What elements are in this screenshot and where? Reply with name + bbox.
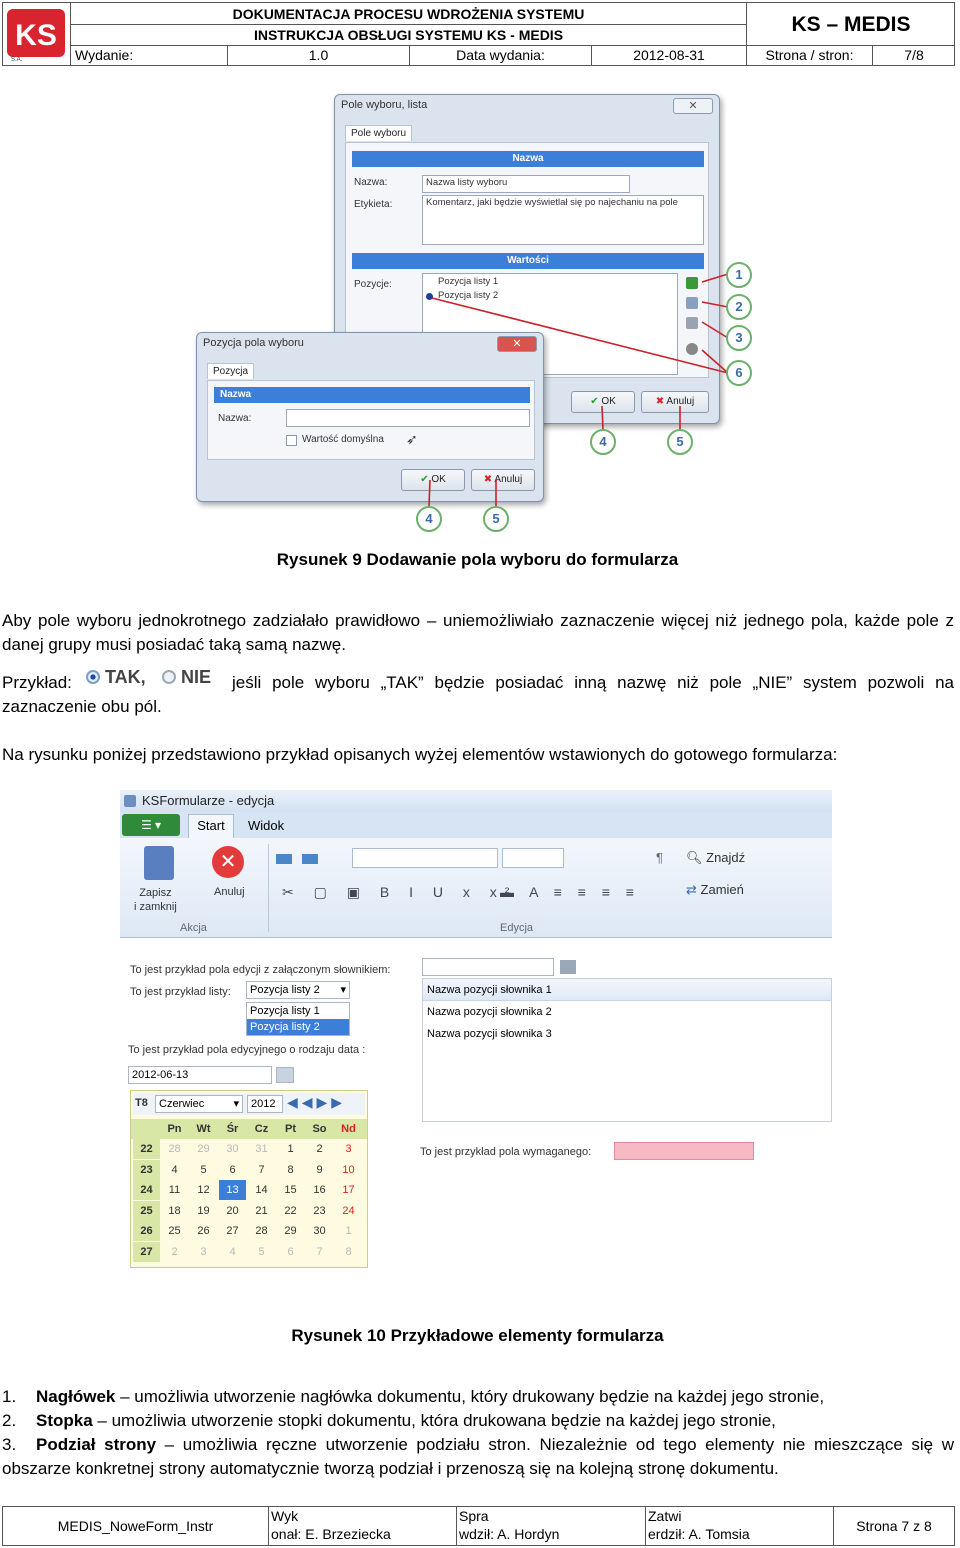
list-item-page-break (2, 1433, 954, 1481)
calendar-day[interactable]: 11 (168, 1184, 181, 1196)
calendar-day[interactable]: 25 (168, 1225, 181, 1237)
cancel-label: Anuluj (666, 396, 695, 407)
calendar-day[interactable]: 18 (168, 1204, 181, 1217)
name-input[interactable]: Nazwa listy wyboru (422, 175, 630, 193)
page-value: 7/8 (904, 47, 924, 63)
tab-choice-field[interactable]: Pole wyboru (345, 125, 412, 141)
product-name: KS – MEDIS (747, 3, 955, 46)
doc-title-line1: DOKUMENTACJA PROCESU WDROŻENIA SYSTEMU (71, 3, 747, 25)
calendar-day[interactable]: 17 (342, 1184, 355, 1196)
cancel-ribbon-button[interactable]: Anuluj (214, 886, 245, 898)
list-term: Stopka (36, 1411, 93, 1430)
calendar-day[interactable]: 6 (287, 1245, 294, 1258)
list-number: 2. (2, 1411, 17, 1430)
calendar-nav-arrows[interactable]: ◀◀▶▶ (287, 1094, 347, 1110)
calendar-day[interactable]: 24 (342, 1204, 355, 1217)
section-values-bar: Wartości (352, 253, 704, 269)
list-item[interactable]: Pozycja listy 1 (438, 276, 499, 287)
date-input[interactable]: 2012-06-13 (128, 1066, 272, 1084)
page-header (2, 2, 955, 66)
formatting-icons[interactable]: ✂ ▢ ▣ B I U x x² (282, 884, 518, 900)
callout-3: 3 (726, 325, 752, 351)
calendar-week-number: 26 (133, 1221, 160, 1241)
replace-icon: ⇄ (686, 882, 697, 897)
app-title-text: KSFormularze - edycja (142, 793, 275, 808)
undo-icon[interactable] (276, 854, 292, 864)
list-item[interactable]: Nazwa pozycji słownika 1 (423, 979, 831, 1001)
calendar-day[interactable]: 9 (316, 1163, 323, 1176)
figure-10 (120, 790, 832, 1272)
list-item-header (2, 1385, 954, 1409)
calendar-day[interactable]: 2 (316, 1143, 323, 1155)
field3-label: To jest przykład pola edycyjnego o rodzaju data : (128, 1044, 366, 1056)
search-icon: 🔍︎ (686, 850, 703, 865)
name-label: Nazwa: (354, 177, 388, 188)
calendar-day[interactable]: 20 (226, 1204, 239, 1217)
find-label: Znajdź (706, 850, 746, 865)
calendar-day[interactable]: 27 (226, 1225, 239, 1237)
ribbon-body (120, 838, 832, 938)
chevron-down-icon: ▾ (233, 1098, 239, 1110)
label-input[interactable]: Komentarz, jaki będzie wyświetlał się po najechaniu na pole (422, 195, 704, 245)
svg-text:S.A.: S.A. (11, 57, 23, 63)
week-label: T8 (135, 1097, 148, 1109)
calendar-icon[interactable] (276, 1067, 294, 1083)
calendar-day[interactable]: 28 (168, 1143, 181, 1155)
calendar-day[interactable]: 21 (255, 1204, 268, 1217)
cursor-icon: ➶ (406, 431, 418, 447)
footer-page-number: Strona 7 z 8 (856, 1518, 932, 1534)
color-icons[interactable]: ▬ A ≡ ≡ ≡ ≡ (500, 884, 640, 900)
callout-5b: 5 (483, 506, 509, 532)
default-checkbox-label: Wartość domyślna (302, 434, 384, 445)
list-item[interactable]: Nazwa pozycji słownika 3 (427, 1028, 552, 1040)
edition-value: 1.0 (228, 46, 410, 65)
group-edycja: Edycja (500, 922, 534, 934)
caption-figure-10: Rysunek 10 Przykładowe elementy formularza (291, 1326, 664, 1345)
calendar-day[interactable]: 5 (258, 1245, 265, 1258)
chevron-down-icon: ▾ (340, 984, 346, 996)
footer-reviewer-bottom: wdził: A. Hordyn (459, 1526, 560, 1542)
replace-label: Zamień (700, 882, 744, 897)
list-term: Nagłówek (36, 1387, 116, 1406)
calendar-day[interactable]: 26 (197, 1225, 210, 1237)
callout-4b: 4 (416, 506, 442, 532)
calendar-day[interactable]: 8 (287, 1163, 294, 1176)
footer-author-bottom: onał: E. Brzeziecka (271, 1526, 391, 1542)
section-name-bar: Nazwa (352, 151, 704, 167)
calendar-day[interactable]: 5 (200, 1163, 207, 1176)
check-icon: ✔ (590, 396, 599, 407)
font-name-select[interactable] (352, 848, 498, 868)
app-window-title (120, 790, 832, 812)
dictionary-icon[interactable] (560, 960, 576, 974)
calendar-day-header: Pn (167, 1123, 182, 1135)
required-input[interactable] (614, 1142, 754, 1160)
example-tak-label: TAK, (105, 667, 146, 687)
calendar-day-header: Cz (254, 1123, 269, 1135)
calendar-day[interactable]: 29 (284, 1225, 297, 1237)
calendar-day-header: Nd (341, 1123, 356, 1135)
page-footer (2, 1506, 955, 1546)
calendar-day[interactable]: 6 (229, 1163, 236, 1176)
calendar-day[interactable]: 14 (255, 1184, 268, 1196)
calendar-toolbar (133, 1093, 365, 1115)
list-term: Podział strony (36, 1435, 157, 1454)
calendar-day[interactable]: 7 (316, 1245, 323, 1258)
example-label: Przykład: (2, 673, 72, 692)
ribbon-tabs (120, 812, 832, 838)
calendar-week-number: 23 (133, 1160, 160, 1180)
list-select-value: Pozycja listy 2 (250, 984, 320, 996)
calendar-day[interactable]: 7 (258, 1163, 265, 1176)
positions-label: Pozycje: (354, 279, 392, 290)
tab-item[interactable]: Pozycja (207, 363, 254, 379)
ribbon-separator (268, 844, 269, 932)
list-item[interactable]: Nazwa pozycji słownika 2 (427, 1006, 552, 1018)
calendar-week-number: 25 (133, 1201, 160, 1221)
calendar-header (131, 1119, 367, 1139)
footer-approver (646, 1507, 834, 1545)
field2-label: To jest przykład listy: (130, 986, 231, 998)
calendar-day[interactable]: 4 (229, 1245, 236, 1258)
replace-button[interactable] (686, 882, 744, 898)
ok-label: OK (601, 396, 616, 407)
date-value: 2012-08-31 (592, 46, 747, 65)
list-text: – umożliwia utworzenie stopki dokumentu, która drukowana będzie na każdej jego stronie, (92, 1411, 776, 1430)
item-name-label: Nazwa: (218, 413, 252, 424)
footer-reviewer-top: Spra (459, 1508, 489, 1524)
calendar-day[interactable]: 16 (313, 1184, 326, 1196)
calendar-day[interactable]: 19 (197, 1204, 210, 1217)
footer-approver-bottom: erdził: A. Tomsia (648, 1526, 750, 1542)
cancel-label: Anuluj (494, 474, 523, 485)
calendar-day-header: Pt (285, 1123, 296, 1135)
footer-approver-top: Zatwi (648, 1508, 682, 1524)
dropdown-option-selected[interactable]: Pozycja listy 2 (247, 1019, 349, 1035)
calendar-day[interactable]: 3 (200, 1245, 207, 1258)
list-dropdown[interactable] (246, 1002, 350, 1036)
calendar-day[interactable]: 30 (313, 1225, 326, 1237)
calendar-day[interactable]: 1 (345, 1225, 352, 1237)
save-close-button[interactable]: Zapisz i zamknij (134, 887, 177, 913)
date-label: Data wydania: (410, 46, 592, 65)
window-title: Pole wyboru, lista (341, 99, 428, 111)
item-name-bar: Nazwa (214, 387, 530, 403)
list-select[interactable] (246, 981, 350, 999)
example-text: jeśli pole wyboru „TAK” będzie posiadać inną nazwę niż pole „NIE” system pozwoli na zaznaczenie obu pól. (2, 673, 954, 716)
calendar-day[interactable]: 28 (255, 1225, 268, 1237)
calendar-day[interactable]: 12 (197, 1184, 210, 1196)
calendar-day[interactable]: 23 (313, 1204, 326, 1217)
footer-reviewer (457, 1507, 646, 1545)
svg-text:KS: KS (15, 19, 57, 52)
example-nie-label: NIE (181, 667, 212, 687)
tab-widok[interactable]: Widok (248, 818, 285, 833)
cross-icon: ✖ (483, 474, 493, 485)
callout-4: 4 (590, 429, 616, 455)
tab-start[interactable]: Start (188, 814, 234, 838)
save-icon[interactable] (144, 846, 174, 880)
caption-figure-9: Rysunek 9 Dodawanie pola wyboru do formularza (276, 550, 679, 569)
calendar-day[interactable]: 1 (287, 1143, 294, 1155)
calendar-day[interactable]: 15 (284, 1184, 297, 1196)
app-menu-button[interactable]: ☰ ▾ (122, 814, 180, 836)
calendar-grid (131, 1139, 367, 1263)
group-akcja: Akcja (180, 922, 207, 934)
label-label: Etykieta: (354, 199, 393, 210)
calendar-day-header: Śr (226, 1123, 239, 1135)
list-number: 1. (2, 1387, 17, 1406)
year-input[interactable]: 2012 (247, 1095, 283, 1113)
calendar-day[interactable]: 4 (171, 1163, 178, 1176)
footer-doc-id: MEDIS_NoweForm_Instr (3, 1507, 269, 1545)
example-block (2, 663, 954, 723)
calendar-day-selected[interactable]: 13 (219, 1180, 246, 1200)
callout-6: 6 (726, 360, 752, 386)
paragraph-radio-rule: Aby pole wyboru jednokrotnego zadziałało prawidłowo – uniemożliwiało zaznaczenie więcej niż jednego pola, każde pole z danej grupy musi posiadać taką samą nazwę. (2, 611, 954, 654)
calendar-day-header: So (312, 1123, 327, 1135)
close-icon[interactable]: ✕ (497, 336, 537, 352)
dict-list[interactable] (422, 978, 832, 1122)
calendar (130, 1090, 368, 1268)
check-icon: ✔ (420, 474, 429, 485)
callout-1: 1 (726, 262, 752, 288)
calendar-week-number: 27 (133, 1242, 160, 1262)
callout-5: 5 (667, 429, 693, 455)
font-size-select[interactable] (502, 848, 564, 868)
list-item-label: Pozycja listy 2 (438, 290, 499, 301)
cancel-icon[interactable]: ✕ (212, 846, 244, 878)
list-text: – umożliwia utworzenie nagłówka dokumentu, który drukowany będzie na każdej jego stronie, (115, 1387, 825, 1406)
callout-2: 2 (726, 294, 752, 320)
calendar-day[interactable]: 10 (342, 1163, 355, 1176)
calendar-day[interactable]: 3 (345, 1143, 352, 1155)
company-logo (3, 3, 71, 65)
calendar-day[interactable]: 2 (171, 1245, 178, 1258)
edition-label: Wydanie: (71, 46, 228, 65)
window-title: Pozycja pola wyboru (203, 337, 304, 349)
close-icon[interactable]: ✕ (673, 98, 713, 114)
footer-author-top: Wyk (271, 1508, 299, 1524)
calendar-day[interactable]: 30 (226, 1143, 239, 1155)
month-value: Czerwiec (159, 1098, 205, 1110)
calendar-week-number: 22 (133, 1139, 160, 1159)
dict-input[interactable] (422, 958, 554, 976)
cross-icon: ✖ (655, 396, 665, 407)
callout-lines (190, 88, 770, 538)
field4-label: To jest przykład pola wymaganego: (420, 1146, 592, 1158)
calendar-day[interactable]: 8 (345, 1245, 352, 1258)
page-label: Strona / stron: (747, 46, 873, 65)
footer-author (269, 1507, 457, 1545)
doc-title-line2: INSTRUKCJA OBSŁUGI SYSTEMU KS - MEDIS (71, 25, 747, 46)
ok-label: OK (431, 474, 446, 485)
find-button[interactable] (686, 850, 745, 866)
paragraph-icon[interactable]: ¶ (656, 850, 663, 865)
paragraph-intro-figure-10: Na rysunku poniżej przedstawiono przykład opisanych wyżej elementów wstawionych do gotowego formularza: (2, 745, 838, 764)
redo-icon[interactable] (302, 854, 318, 864)
list-item-footer (2, 1409, 954, 1433)
calendar-day[interactable]: 22 (284, 1204, 297, 1217)
month-select[interactable] (155, 1095, 243, 1113)
list-number: 3. (2, 1435, 17, 1454)
figure-9 (190, 88, 770, 538)
calendar-day[interactable]: 31 (255, 1143, 268, 1155)
app-icon (124, 795, 136, 807)
field1-label: To jest przykład pola edycji z załączonym słownikiem: (130, 964, 391, 976)
dropdown-option[interactable]: Pozycja listy 1 (250, 1005, 320, 1017)
calendar-day-header: Wt (196, 1123, 211, 1135)
calendar-week-number: 24 (133, 1180, 160, 1200)
calendar-day[interactable]: 29 (197, 1143, 210, 1155)
list-text: – umożliwia ręczne utworzenie podziału stron. Niezależnie od tego elementy nie mieszczące się w obszarze konkretnej strony automatycznie tworzą podział i przenoszą się na kolejną stronę dokumentu. (2, 1435, 954, 1478)
